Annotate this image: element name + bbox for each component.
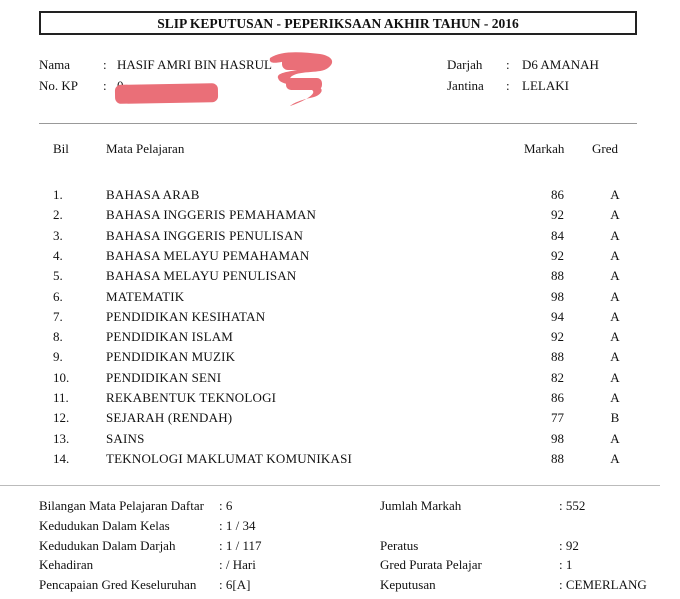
slip-title: SLIP KEPUTUSAN - PEPERIKSAAN AKHIR TAHUN - 2016 (39, 11, 637, 35)
subject-name: SAINS (106, 430, 145, 446)
mark-value: 94 (551, 308, 564, 324)
grade-value: A (610, 247, 620, 263)
summary-total-label: Jumlah Markah (380, 498, 462, 513)
row-number: 2. (53, 207, 63, 223)
subject-name: BAHASA ARAB (106, 187, 200, 202)
summary-achievement-label: Pencapaian Gred Keseluruhan (39, 577, 197, 592)
summary-attendance-label: Kehadiran (39, 557, 94, 572)
subject-name: BAHASA INGGERIS PEMAHAMAN (106, 207, 317, 223)
mark-value: 86 (551, 390, 564, 405)
summary-percent-label: Peratus (380, 538, 419, 553)
summary-result-label: Keputusan (380, 577, 436, 592)
ic-label: No. KP (39, 78, 79, 93)
grade-value: B (610, 410, 620, 426)
table-row (0, 289, 680, 309)
subject-name: MATEMATIK (106, 288, 185, 304)
subject-name: PENDIDIKAN ISLAM (106, 329, 234, 345)
summary-class-rank-value: : 1 / 34 (219, 518, 256, 533)
mark-value: 88 (551, 268, 564, 284)
gender-label: Jantina (447, 78, 484, 93)
col-header-no: Bil (53, 141, 69, 156)
row-number: 9. (53, 349, 63, 365)
grade-value: A (610, 187, 620, 202)
table-row (0, 228, 680, 248)
ic-colon: : (103, 78, 107, 93)
mark-value: 92 (551, 207, 564, 223)
summary-average-grade-value: : 1 (559, 557, 573, 572)
grade-value: A (610, 450, 620, 466)
mark-value: 84 (551, 227, 564, 243)
gender-value: LELAKI (522, 78, 569, 93)
redaction-mark-name (262, 44, 340, 110)
row-number: 3. (53, 227, 63, 243)
summary-subjects-label: Bilangan Mata Pelajaran Daftar (39, 498, 204, 513)
grade-value: A (610, 430, 620, 446)
grade-value: A (610, 207, 620, 223)
row-number: 13. (53, 430, 70, 446)
table-row (0, 349, 680, 369)
mark-value: 88 (551, 349, 564, 365)
name-colon: : (103, 57, 107, 72)
table-row (0, 207, 680, 227)
mark-value: 88 (551, 450, 564, 466)
class-label: Darjah (447, 57, 483, 72)
mark-value: 82 (551, 369, 564, 385)
grade-value: A (610, 308, 620, 324)
subject-name: BAHASA MELAYU PENULISAN (106, 268, 297, 284)
mark-value: 98 (551, 430, 564, 446)
name-value: HASIF AMRI BIN HASRUL (117, 57, 272, 72)
mark-value: 98 (551, 288, 564, 304)
grade-value: A (610, 369, 620, 385)
summary-grade-rank-label: Kedudukan Dalam Darjah (39, 538, 176, 553)
grade-value: A (610, 268, 620, 284)
subject-name: PENDIDIKAN MUZIK (106, 349, 236, 365)
table-row (0, 431, 680, 451)
row-number: 12. (53, 410, 70, 426)
table-row (0, 370, 680, 390)
gender-colon: : (506, 78, 510, 93)
table-row (0, 410, 680, 430)
redaction-mark-ic (115, 83, 218, 104)
grade-value: A (610, 329, 620, 345)
subject-name: SEJARAH (RENDAH) (106, 410, 233, 426)
row-number: 4. (53, 247, 63, 263)
col-header-grade: Gred (592, 141, 618, 156)
summary-total-value: : 552 (559, 498, 586, 513)
summary-percent-value: : 92 (559, 538, 579, 553)
row-number: 11. (53, 390, 69, 405)
summary-result-value: : CEMERLANG (559, 577, 647, 592)
summary-subjects-value: : 6 (219, 498, 233, 513)
summary-average-grade-label: Gred Purata Pelajar (380, 557, 482, 572)
grade-value: A (610, 288, 620, 304)
subject-name: TEKNOLOGI MAKLUMAT KOMUNIKASI (106, 450, 353, 466)
table-row (0, 248, 680, 268)
row-number: 6. (53, 288, 63, 304)
summary-class-rank-label: Kedudukan Dalam Kelas (39, 518, 170, 533)
row-number: 10. (53, 369, 70, 385)
col-header-subject: Mata Pelajaran (106, 141, 185, 156)
grade-value: A (610, 349, 620, 365)
subject-name: PENDIDIKAN KESIHATAN (106, 308, 266, 324)
table-row (0, 309, 680, 329)
row-number: 5. (53, 268, 63, 284)
mark-value: 92 (551, 247, 564, 263)
mark-value: 92 (551, 329, 564, 345)
table-row (0, 187, 680, 207)
class-value: D6 AMANAH (522, 57, 599, 72)
row-number: 14. (53, 450, 70, 466)
row-number: 8. (53, 329, 63, 345)
summary-achievement-value: : 6[A] (219, 577, 251, 592)
table-row (0, 390, 680, 410)
grade-value: A (610, 227, 620, 243)
subject-name: BAHASA MELAYU PEMAHAMAN (106, 247, 310, 263)
table-row (0, 268, 680, 288)
summary-attendance-value: : / Hari (219, 557, 256, 572)
row-number: 1. (53, 187, 63, 202)
mark-value: 77 (551, 410, 564, 426)
info-divider (39, 123, 637, 124)
mark-value: 86 (551, 187, 564, 202)
summary-divider (0, 485, 660, 486)
table-row (0, 451, 680, 471)
table-row (0, 329, 680, 349)
row-number: 7. (53, 308, 63, 324)
summary-grade-rank-value: : 1 / 117 (219, 538, 262, 553)
grade-value: A (610, 390, 620, 405)
class-colon: : (506, 57, 510, 72)
subject-name: PENDIDIKAN SENI (106, 369, 222, 385)
name-label: Nama (39, 57, 71, 72)
subject-name: REKABENTUK TEKNOLOGI (106, 390, 277, 405)
col-header-mark: Markah (524, 141, 565, 156)
subject-name: BAHASA INGGERIS PENULISAN (106, 227, 304, 243)
